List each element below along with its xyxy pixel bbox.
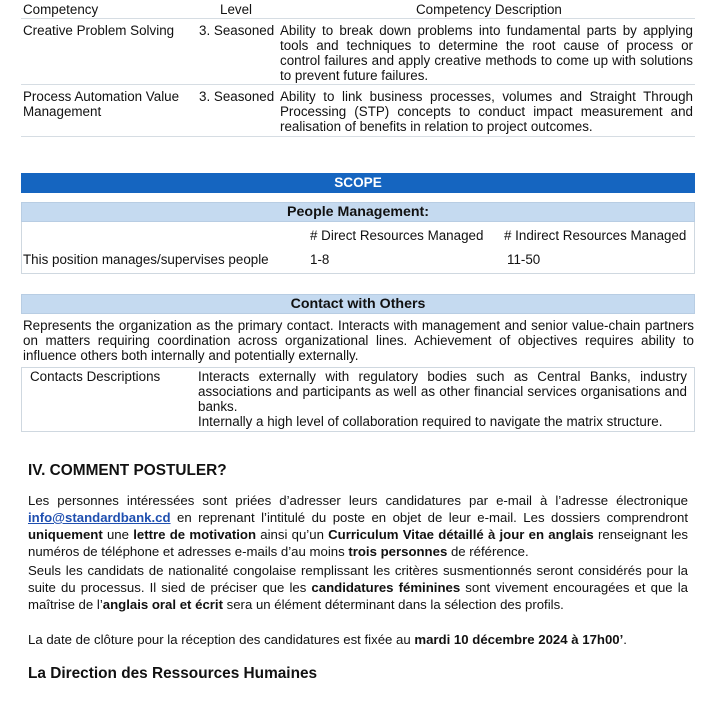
competency-name: Creative Problem Solving	[23, 23, 175, 38]
manages-people-label: This position manages/supervises people	[23, 252, 269, 267]
apply-text: en reprenant l’intitulé du poste en objet de leur e-mail. Les dossiers comprendront	[170, 510, 688, 525]
apply-text: sera un élément déterminant dans la sélection des profils.	[222, 597, 564, 612]
contacts-description-external: Interacts externally with regulatory bodies such as Central Banks, industry associations and participants as well as other financial services organisations and banks.	[198, 369, 687, 414]
apply-text: Les personnes intéressées sont priées d’adresser leurs candidatures par e-mail à l’adresse électronique	[28, 493, 688, 508]
apply-bold-text: uniquement	[28, 527, 103, 542]
people-management-title: People Management:	[21, 202, 695, 222]
apply-text: La date de clôture pour la réception des candidatures est fixée au	[28, 632, 415, 647]
apply-bold-text: Curriculum Vitae détaillé à jour en anglais	[328, 527, 594, 542]
closing-date-paragraph	[28, 631, 688, 648]
apply-text: .	[623, 632, 627, 647]
contact-title: Contact with Others	[21, 294, 695, 314]
row-divider	[21, 84, 695, 85]
apply-bold-text: trois personnes	[348, 544, 448, 559]
contacts-descriptions-label: Contacts Descriptions	[30, 369, 161, 384]
competency-level: 3. Seasoned	[199, 23, 275, 38]
description-header: Competency Description	[416, 2, 562, 17]
apply-bold-text: candidatures féminines	[311, 580, 461, 595]
contacts-description-internal: Internally a high level of collaboration required to navigate the matrix structure.	[198, 414, 663, 429]
apply-bold-text: anglais oral et écrit	[102, 597, 223, 612]
indirect-resources-header: # Indirect Resources Managed	[504, 228, 687, 243]
contact-summary: Represents the organization as the primary contact. Interacts with management and senior value-chain partners on matters requiring coordination across organizational lines. Achievement of objectives requires ability to influence others both internally and potentially externally.	[23, 318, 694, 363]
hr-signature: La Direction des Ressources Humaines	[28, 665, 318, 682]
closing-date: mardi 10 décembre 2024 à 17h00’	[414, 632, 624, 647]
competency-header: Competency	[23, 2, 99, 17]
apply-text: ainsi qu’un	[256, 527, 329, 542]
competency-name: Process Automation Value Management	[23, 89, 180, 119]
apply-text: sont vivement encouragées et que la maîtrise de l’	[28, 580, 688, 612]
scope-title: SCOPE	[21, 173, 695, 193]
competency-description: Ability to break down problems into fundamental parts by applying tools and techniques to determine the root cause of process or control failures and apply creative methods to come up with solutions to prevent future failures.	[280, 23, 693, 83]
level-header: Level	[220, 2, 253, 17]
competency-level: 3. Seasoned	[199, 89, 275, 104]
indirect-resources-value: 11-50	[507, 252, 541, 267]
email-link[interactable]: info@standardbank.cd	[28, 510, 171, 525]
header-divider	[21, 18, 695, 19]
direct-resources-header: # Direct Resources Managed	[310, 228, 484, 243]
apply-text: de référence.	[447, 544, 529, 559]
competency-description: Ability to link business processes, volumes and Straight Through Processing (STP) concepts to conduct impact measurement and realisation of benefits in relation to project outcomes.	[280, 89, 693, 134]
apply-paragraph-1	[28, 492, 688, 560]
apply-section-title: IV. COMMENT POSTULER?	[28, 462, 227, 479]
row-divider	[21, 136, 695, 137]
apply-bold-text: lettre de motivation	[133, 527, 257, 542]
apply-paragraph-2	[28, 562, 688, 613]
direct-resources-value: 1-8	[310, 252, 330, 267]
apply-text: Seuls les candidats de nationalité congolaise remplissant les critères susmentionnés seront considérés pour la suite du processus. Il sied de préciser que les	[28, 563, 688, 595]
apply-text: une	[102, 527, 134, 542]
apply-text: renseignant les numéros de téléphone et adresses e-mails d’au moins	[28, 527, 689, 559]
